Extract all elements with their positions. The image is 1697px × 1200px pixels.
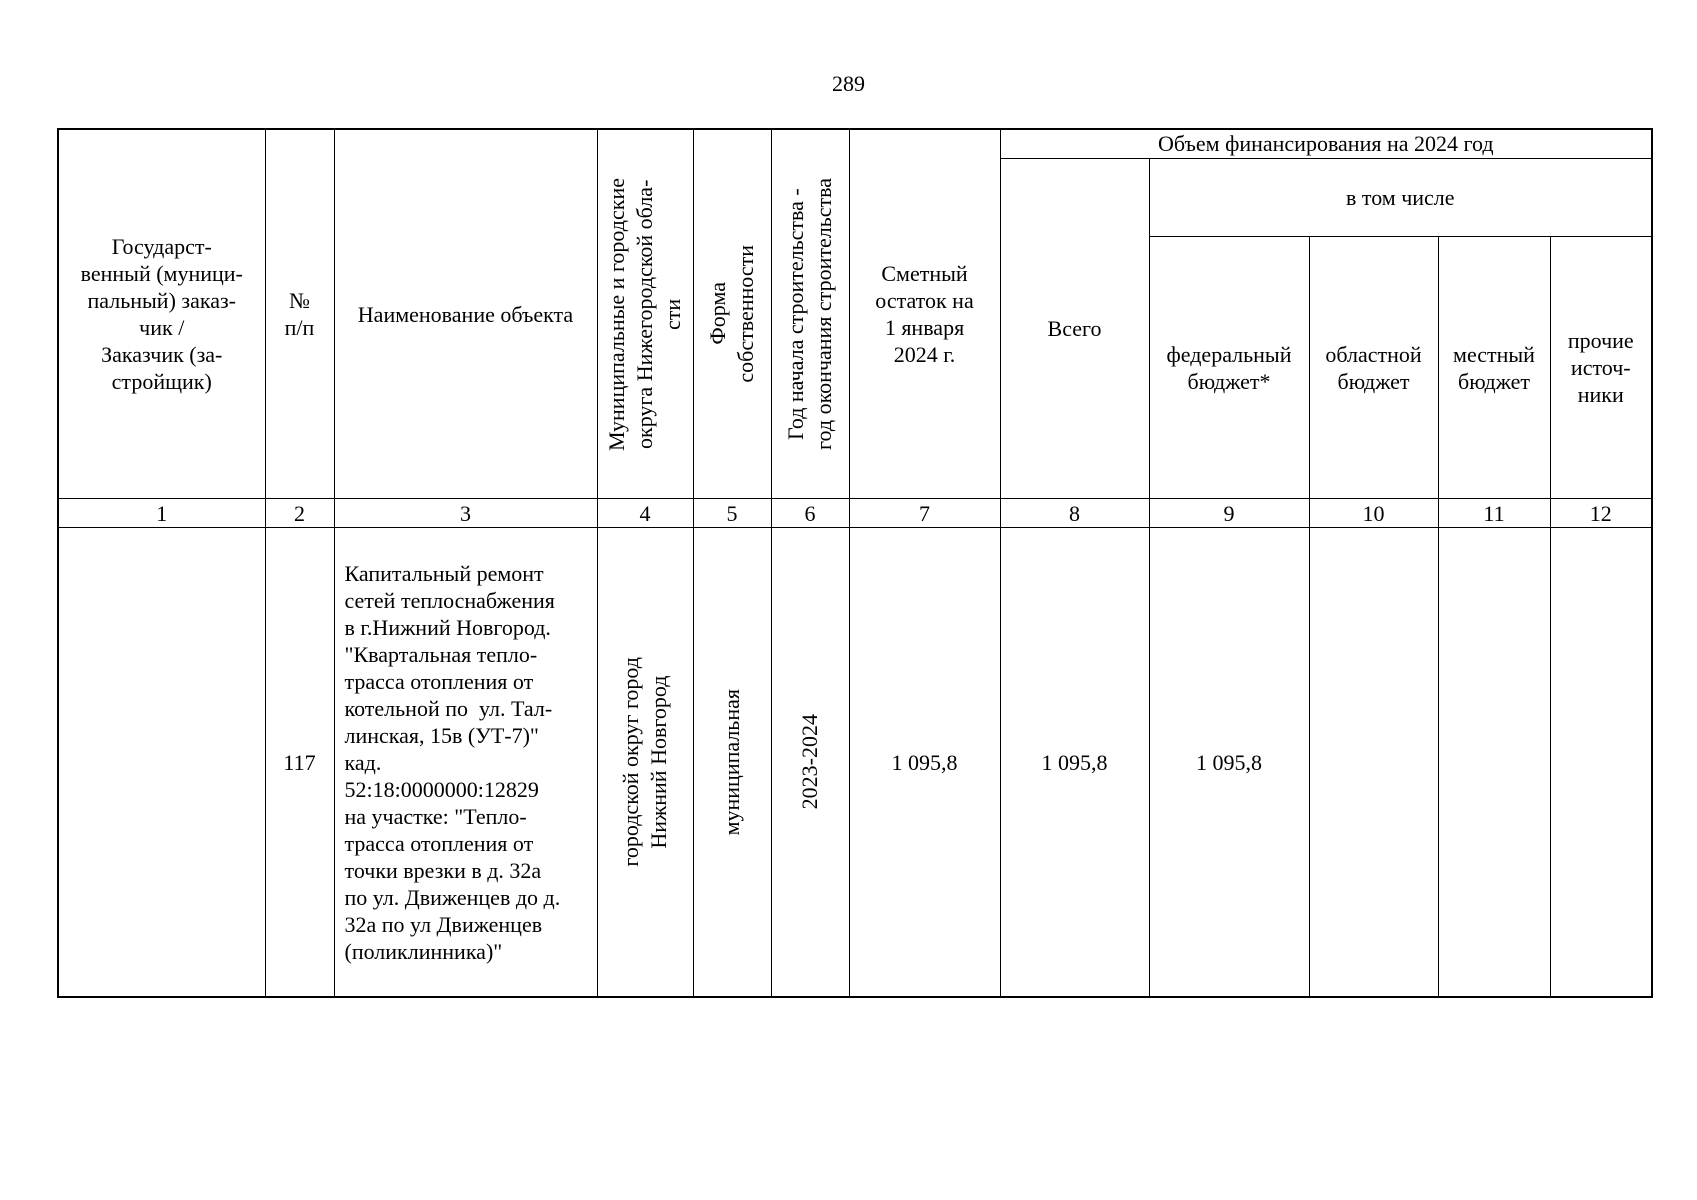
header-other-sources: прочие источ- ники [1550, 237, 1652, 499]
cell-ownership-wrap [694, 555, 771, 969]
column-number-7: 7 [849, 499, 1000, 528]
column-number-4: 4 [597, 499, 693, 528]
cell-municipality-text: городской округ город Нижний Новгород [618, 657, 671, 867]
construction-financing-table [57, 128, 1653, 998]
cell-municipality [597, 528, 693, 998]
cell-ownership-text: муниципальная [719, 688, 744, 836]
header-ownership-text: Форма собственности [705, 245, 758, 383]
cell-federal-budget: 1 095,8 [1149, 528, 1309, 998]
header-local-budget: местный бюджет [1438, 237, 1550, 499]
header-customer: Государст- венный (муници- пальный) заказ- чик / Заказчик (за- стройщик) [58, 129, 265, 499]
header-regional-budget: областной бюджет [1309, 237, 1438, 499]
column-number-9: 9 [1149, 499, 1309, 528]
table-row [58, 528, 1652, 998]
cell-years-wrap [772, 555, 849, 969]
header-years-wrap [772, 157, 849, 471]
header-object-name: Наименование объекта [334, 129, 597, 499]
column-number-row [58, 499, 1652, 528]
header-federal-budget: федеральный бюджет* [1149, 237, 1309, 499]
header-total: Всего [1000, 158, 1149, 499]
cell-ownership [693, 528, 771, 998]
cell-customer [58, 528, 265, 998]
page-number: 289 [832, 71, 865, 96]
column-number-6: 6 [771, 499, 849, 528]
header-financing: Объем финансирования на 2024 год [1000, 129, 1652, 158]
header-including: в том числе [1149, 158, 1652, 237]
cell-object-name: Капитальный ремонт сетей теплоснабжения в г.Нижний Новгород. "Квартальная тепло- трасса отопления от котельной по ул. Тал- линская, 15в (УТ-7)" кад. 52:18:0000000:12829 на участке: "Тепло- трасса отопления от точки врезки в д. 32а по ул. Движенцев до д. 32а по ул Движенцев (поликлинника)" [334, 528, 597, 998]
cell-total: 1 095,8 [1000, 528, 1149, 998]
column-number-10: 10 [1309, 499, 1438, 528]
column-number-1: 1 [58, 499, 265, 528]
column-number-3: 3 [334, 499, 597, 528]
cell-regional-budget [1309, 528, 1438, 998]
header-row-top [58, 129, 1652, 158]
cell-local-budget [1438, 528, 1550, 998]
cell-years-text: 2023-2024 [797, 714, 822, 810]
header-years [771, 129, 849, 499]
cell-other-sources [1550, 528, 1652, 998]
column-number-11: 11 [1438, 499, 1550, 528]
cell-municipality-wrap [598, 555, 693, 969]
cell-estimate-balance: 1 095,8 [849, 528, 1000, 998]
header-municipality [597, 129, 693, 499]
column-number-8: 8 [1000, 499, 1149, 528]
cell-number: 117 [265, 528, 334, 998]
header-estimate-balance: Сметный остаток на 1 января 2024 г. [849, 129, 1000, 499]
column-number-5: 5 [693, 499, 771, 528]
column-number-12: 12 [1550, 499, 1652, 528]
header-years-text: Год начала строительства - год окончания строительства [783, 178, 836, 450]
cell-years [771, 528, 849, 998]
header-municipality-text: Муниципальные и городские округа Нижегородской обла- сти [604, 177, 685, 451]
header-ownership [693, 129, 771, 499]
header-number: № п/п [265, 129, 334, 499]
header-ownership-wrap [694, 157, 771, 471]
column-number-2: 2 [265, 499, 334, 528]
header-municipality-wrap [598, 157, 693, 471]
